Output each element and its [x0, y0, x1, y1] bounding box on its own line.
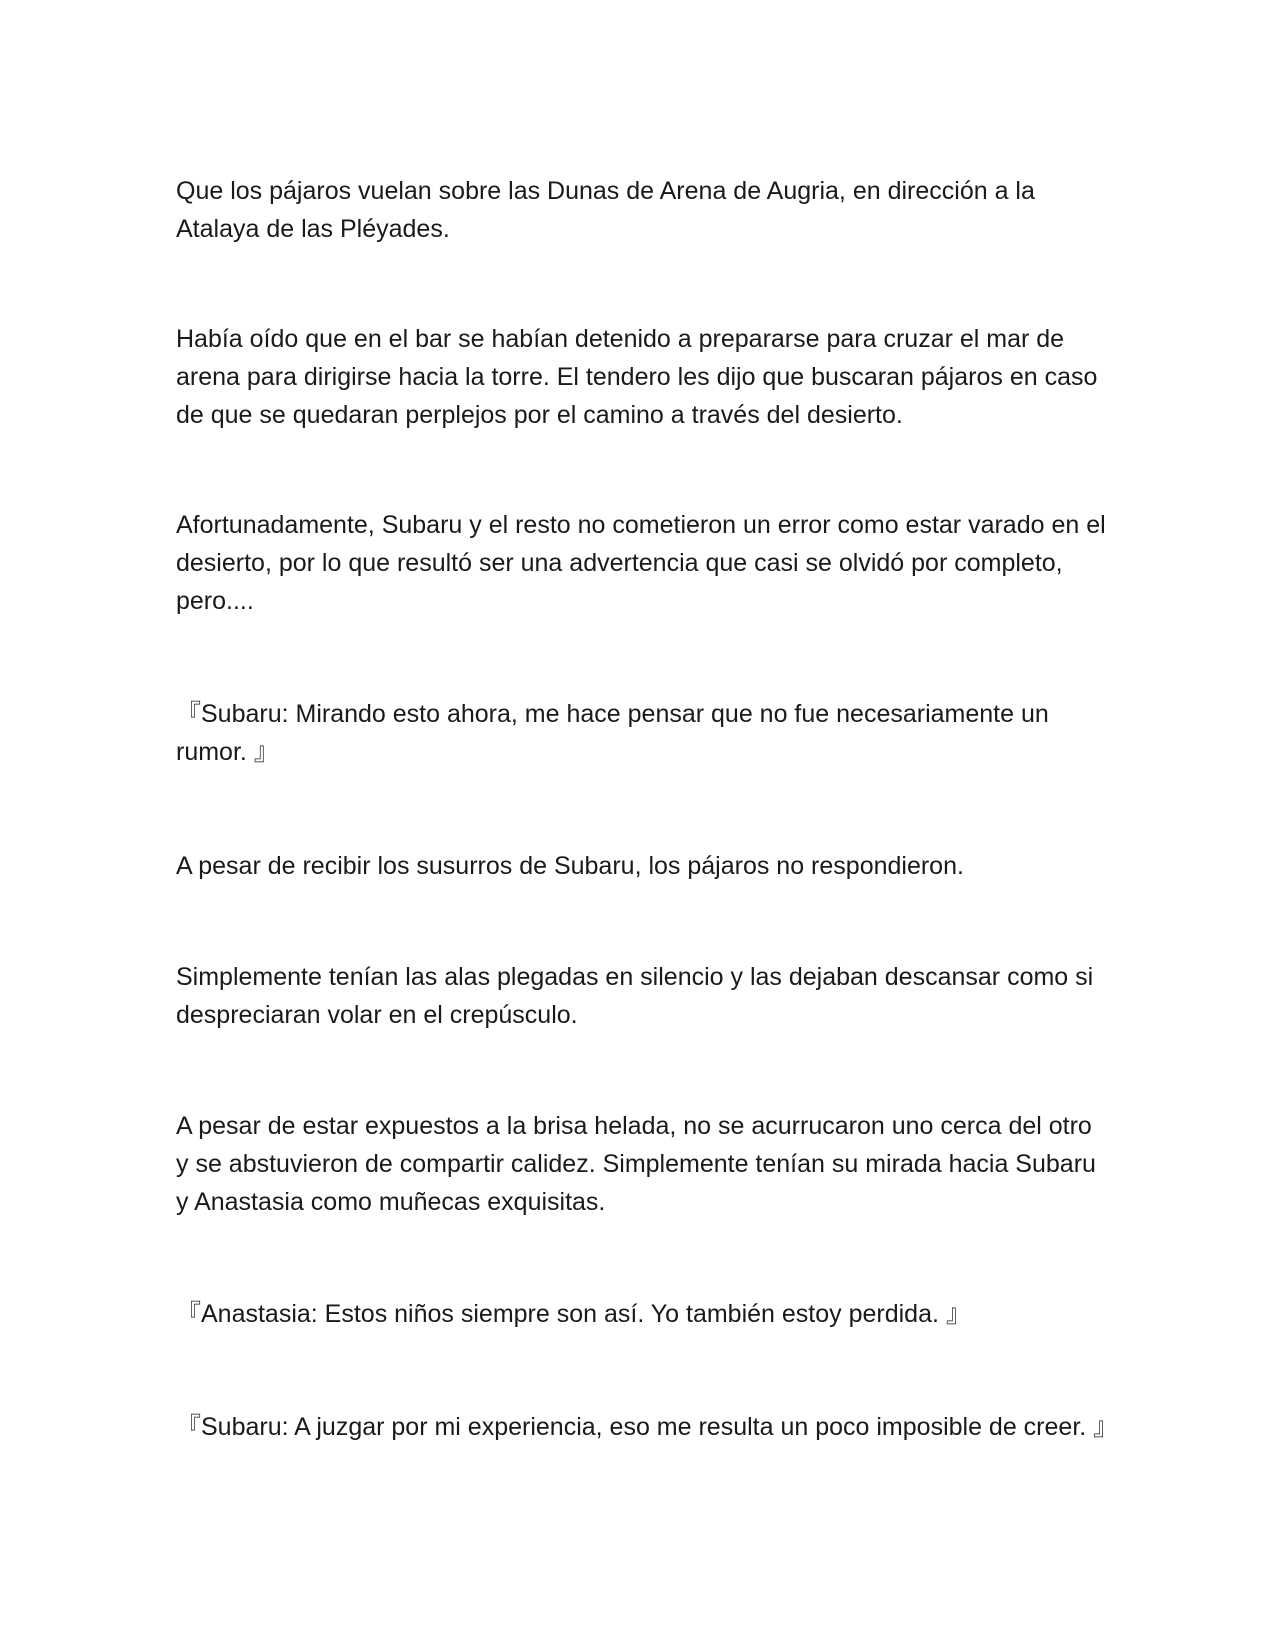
- dialogue-line: 『Anastasia: Estos niños siempre son así. Yo también estoy perdida. 』: [176, 1300, 971, 1328]
- paragraph: Afortunadamente, Subaru y el resto no cometieron un error como estar varado en el desierto, por lo que resultó ser una advertencia que casi se olvidó por completo, pero....: [176, 511, 1106, 615]
- paragraph: A pesar de estar expuestos a la brisa helada, no se acurrucaron uno cerca del otro y se abstuvieron de compartir calidez. Simplemente tenían su mirada hacia Subaru y Anastasia como muñecas exquisitas.: [176, 1112, 1096, 1216]
- paragraph: A pesar de recibir los susurros de Subaru, los pájaros no respondieron.: [176, 852, 964, 880]
- dialogue-line: 『Subaru: A juzgar por mi experiencia, eso me resulta un poco imposible de creer. 』: [176, 1413, 1119, 1441]
- dialogue-line: 『Subaru: Mirando esto ahora, me hace pensar que no fue necesariamente un rumor. 』: [176, 700, 1049, 766]
- paragraph: Había oído que en el bar se habían detenido a prepararse para cruzar el mar de arena para dirigirse hacia la torre. El tendero les dijo que buscaran pájaros en caso de que se quedaran perplejos por el camino a través del desierto.: [176, 325, 1098, 429]
- paragraph: Simplemente tenían las alas plegadas en silencio y las dejaban descansar como si despreciaran volar en el crepúsculo.: [176, 963, 1094, 1029]
- paragraph: Que los pájaros vuelan sobre las Dunas de Arena de Augria, en dirección a la Atalaya de las Pléyades.: [176, 177, 1035, 243]
